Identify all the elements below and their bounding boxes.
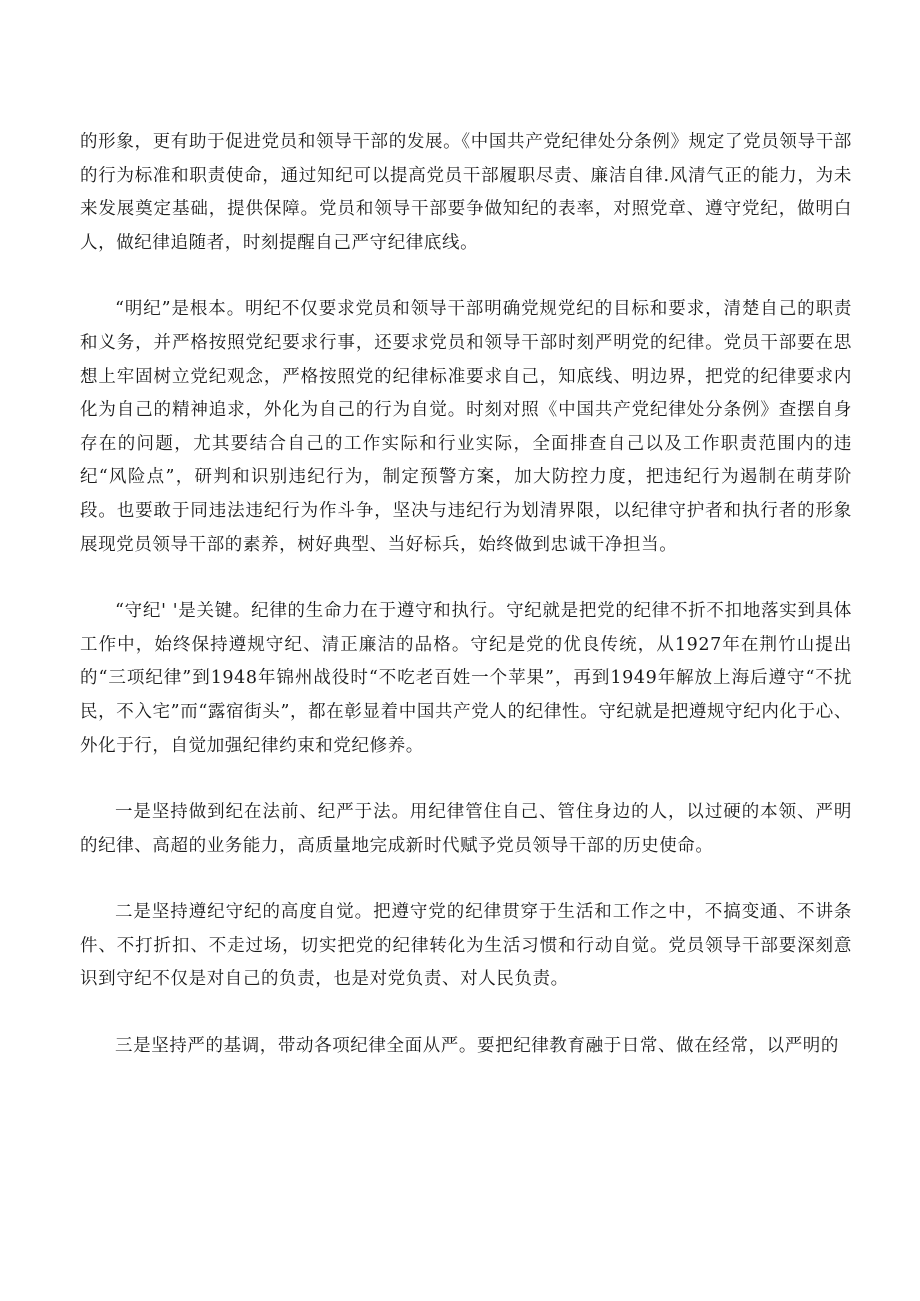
paragraph-gap — [80, 260, 852, 293]
paragraph-shouji: “守纪' '是关键。纪律的生命力在于遵守和执行。守纪就是把党的纪律不折不扣地落实到具体工作中，始终保持遵规守纪、清正廉洁的品格。守纪是党的优良传统，从1927年在荆竹山提出的“三项纪律”到1948年锦州战役时“不吃老百姓一个苹果”，再到1949年解放上海后遵守“不扰民，不入宅”而“露宿街头”，都在彰显着中国共产党人的纪律性。守纪就是把遵规守纪内化于心、外化于行，自觉加强纪律约束和党纪修养。 — [80, 601, 852, 756]
paragraph-point-one: 一是坚持做到纪在法前、纪严于法。用纪律管住自己、管住身边的人，以过硬的本领、严明的纪律、高超的业务能力，高质量地完成新时代赋予党员领导干部的历史使命。 — [80, 802, 852, 856]
paragraph-gap — [80, 997, 852, 1030]
paragraph-gap — [80, 763, 852, 796]
paragraph-point-two: 二是坚持遵纪守纪的高度自觉。把遵守党的纪律贯穿于生活和工作之中，不搞变通、不讲条件、不打折扣、不走过场，切实把党的纪律转化为生活习惯和行动自觉。党员领导干部要深刻意识到守纪不仅是对自己的负责，也是对党负责、对人民负责。 — [80, 902, 852, 990]
paragraph-gap — [80, 863, 852, 896]
paragraph-mingji: “明纪”是根本。明纪不仅要求党员和领导干部明确党规党纪的目标和要求，清楚自己的职责和义务，并严格按照党纪要求行事，还要求党员和领导干部时刻严明党的纪律。党员干部要在思想上牢固树立党纪观念，严格按照党的纪律标准要求自己，知底线、明边界，把党的纪律要求内化为自己的精神追求，外化为自己的行为自觉。时刻对照《中国共产党纪律处分条例》查摆自身存在的问题，尤其要结合自己的工作实际和行业实际，全面排查自己以及工作职责范围内的违纪“风险点”，研判和识别违纪行为，制定预警方案，加大防控力度，把违纪行为遏制在萌芽阶段。也要敢于同违法违纪行为作斗争，坚决与违纪行为划清界限，以纪律守护者和执行者的形象展现党员领导干部的素养，树好典型、当好标兵，始终做到忠诚干净担当。 — [80, 299, 852, 555]
paragraph-gap — [80, 562, 852, 595]
document-body — [80, 126, 852, 1064]
paragraph-point-three: 三是坚持严的基调，带动各项纪律全面从严。要把纪律教育融于日常、做在经常，以严明的 — [115, 1036, 839, 1057]
paragraph-intro-continued: 的形象，更有助于促进党员和领导干部的发展。《中国共产党纪律处分条例》规定了党员领导干部的行为标准和职责使命，通过知纪可以提高党员干部履职尽责、廉洁自律.风清气正的能力，为未来发展奠定基础，提供保障。党员和领导干部要争做知纪的表率，对照党章、遵守党纪，做明白人，做纪律追随者，时刻提醒自己严守纪律底线。 — [80, 132, 852, 253]
